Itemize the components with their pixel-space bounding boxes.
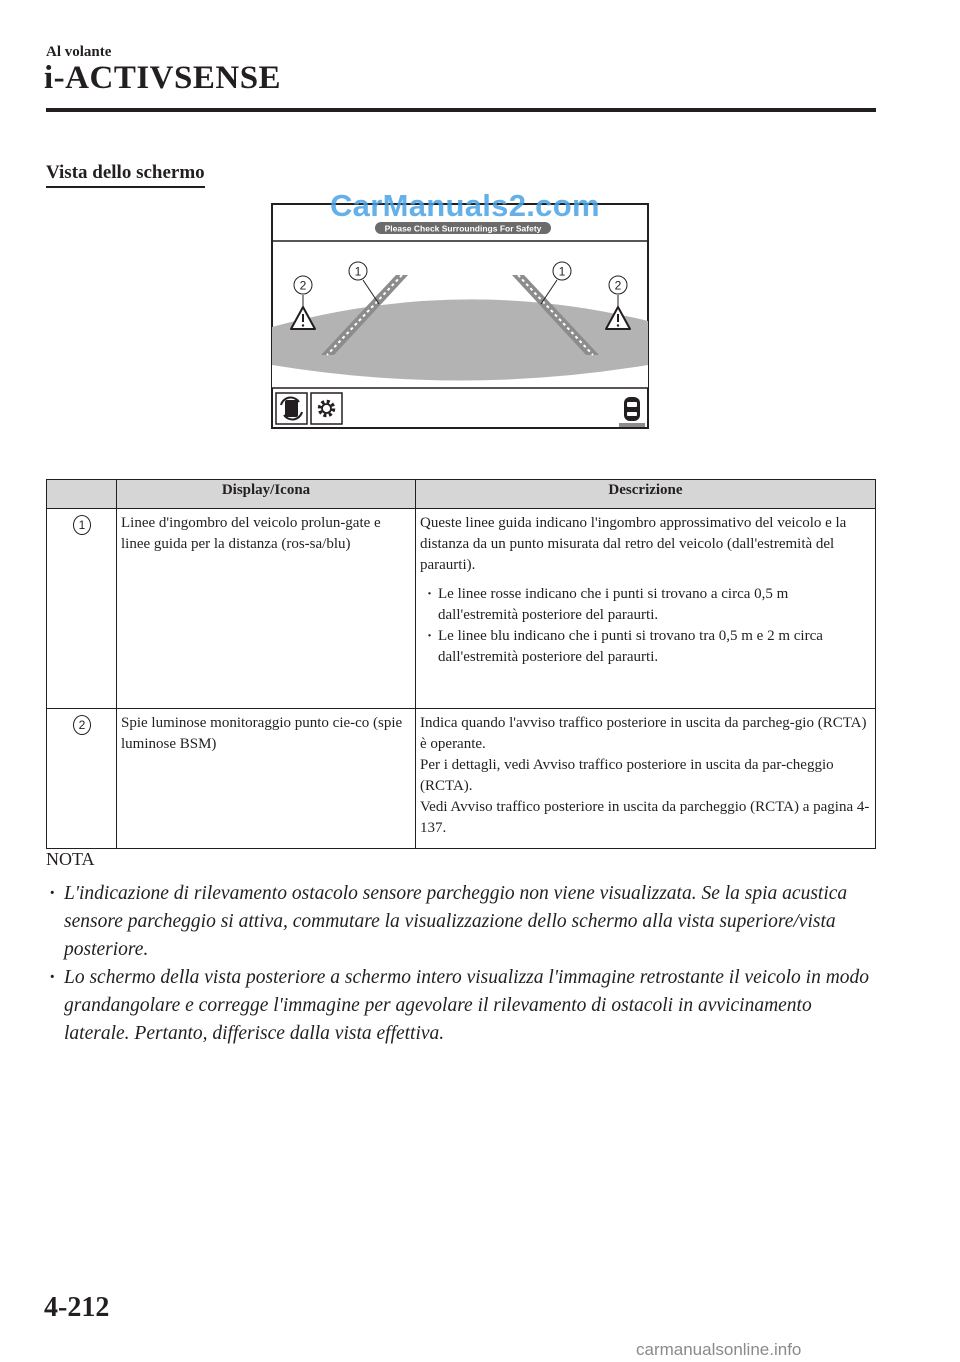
list-item: · Lo schermo della vista posteriore a schermo intero visualizza l'immagine retrostante il veicolo in modo grandangolare e corregge l'immagine per agevolare il rilevamento di ostacoli in avvicinamento laterale. Pertanto, differisce dalla vista effettiva. (46, 964, 876, 1048)
description-text: Queste linee guida indicano l'ingombro approssimativo del veicolo e la distanza da un punto misurata dal retro del veicolo (dall'estremità del paraurti). (420, 515, 847, 573)
rear-view-screen-figure (271, 203, 649, 429)
table-cell-display: Spie luminose monitoraggio punto cie-co (spie luminose BSM) (117, 709, 416, 849)
table-header-cell: Descrizione (416, 480, 876, 509)
table-cell-description (416, 709, 876, 849)
subheading: Vista dello schermo (46, 162, 205, 188)
description-line: Per i dettagli, vedi Avviso traffico posteriore in uscita da par-cheggio (RCTA). (420, 757, 834, 794)
note-list (46, 880, 876, 1048)
header-rule (46, 108, 876, 112)
safety-banner-text: Please Check Surroundings For Safety (384, 223, 542, 234)
svg-text:2: 2 (614, 278, 622, 293)
svg-text:1: 1 (354, 264, 362, 279)
number-badge: 1 (73, 515, 91, 535)
page-number: 4-212 (44, 1292, 110, 1323)
chapter-title: i-ACTIVSENSE (44, 60, 282, 96)
description-bullets (420, 584, 872, 668)
description-line: Indica quando l'avviso traffico posteriore in uscita da parcheg-gio (RCTA) è operante. (420, 715, 867, 752)
table-cell-display: Linee d'ingombro del veicolo prolun-gate e linee guida per la distanza (ros-sa/blu) (117, 509, 416, 709)
table-cell-description (416, 509, 876, 709)
gear-icon[interactable] (311, 393, 342, 424)
number-badge: 2 (73, 715, 91, 735)
table-header-cell: Display/Icona (117, 480, 416, 509)
note-title: NOTA (46, 849, 95, 869)
table-cell-num (47, 509, 117, 709)
list-item: · L'indicazione di rilevamento ostacolo sensore parcheggio non viene visualizzata. Se la spia acustica sensore parcheggio si attiva, commutare la visualizzazione dello schermo alla vista superiore/vista posteriore. (46, 880, 876, 964)
watermark-top: CarManuals2.com (330, 188, 600, 223)
description-line: Vedi Avviso traffico posteriore in uscita da parcheggio (RCTA) a pagina 4-137. (420, 799, 870, 836)
list-item: · Le linee rosse indicano che i punti si trovano a circa 0,5 m dall'estremità posteriore del paraurti. (420, 584, 872, 626)
table-header-row (47, 480, 876, 509)
table-cell-num (47, 709, 117, 849)
table-row (47, 709, 876, 849)
list-item: · Le linee blu indicano che i punti si trovano tra 0,5 m e 2 m circa dall'estremità posteriore del paraurti. (420, 626, 872, 668)
table-row (47, 509, 876, 709)
spec-table (46, 479, 876, 849)
section-label: Al volante (46, 44, 112, 60)
svg-text:2: 2 (299, 278, 307, 293)
svg-text:1: 1 (558, 264, 566, 279)
table-header-cell (47, 480, 117, 509)
watermark-bottom: carmanualsonline.info (636, 1340, 802, 1359)
camera-switch-icon[interactable] (276, 393, 307, 424)
